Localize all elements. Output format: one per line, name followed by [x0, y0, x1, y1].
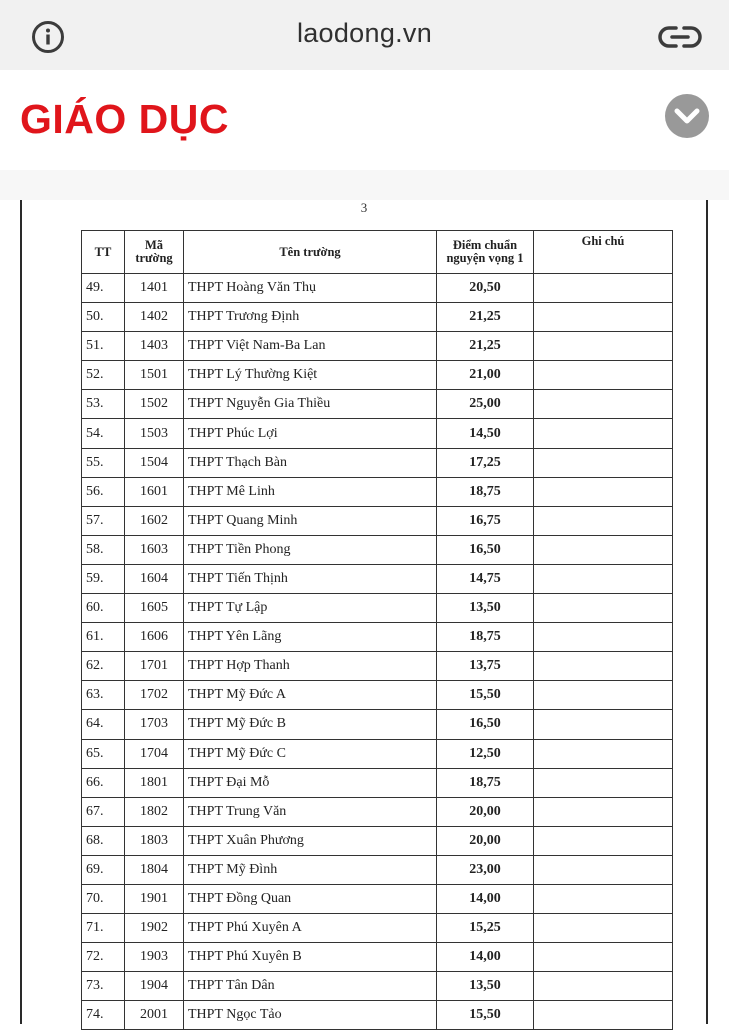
school-name: THPT Phú Xuyên B — [184, 943, 437, 972]
note — [534, 681, 673, 710]
school-code: 1703 — [125, 710, 184, 739]
page-number: 3 — [360, 200, 368, 215]
school-name: THPT Việt Nam-Ba Lan — [184, 332, 437, 361]
school-code: 1403 — [125, 332, 184, 361]
school-name: THPT Lý Thường Kiệt — [184, 361, 437, 390]
cutoff-score: 14,50 — [437, 419, 534, 448]
school-name: THPT Yên Lãng — [184, 623, 437, 652]
table-row — [82, 303, 673, 332]
school-name: THPT Tân Dân — [184, 972, 437, 1001]
cutoff-score: 18,75 — [437, 623, 534, 652]
cutoff-score: 13,75 — [437, 652, 534, 681]
cutoff-score: 14,75 — [437, 564, 534, 593]
note — [534, 419, 673, 448]
school-code: 2001 — [125, 1001, 184, 1030]
school-name: THPT Mỹ Đức B — [184, 710, 437, 739]
school-name: THPT Thạch Bàn — [184, 448, 437, 477]
cutoff-score: 14,00 — [437, 884, 534, 913]
note — [534, 826, 673, 855]
document-image — [20, 200, 708, 1024]
school-name: THPT Tự Lập — [184, 594, 437, 623]
row-number: 64. — [82, 710, 125, 739]
row-number: 73. — [82, 972, 125, 1001]
school-code: 1503 — [125, 419, 184, 448]
cutoff-score: 21,25 — [437, 332, 534, 361]
row-number: 55. — [82, 448, 125, 477]
note — [534, 361, 673, 390]
school-name: THPT Mỹ Đức A — [184, 681, 437, 710]
note — [534, 448, 673, 477]
table-row — [82, 884, 673, 913]
school-name: THPT Hợp Thanh — [184, 652, 437, 681]
cutoff-score: 20,00 — [437, 797, 534, 826]
cutoff-score: 18,75 — [437, 477, 534, 506]
school-code: 1501 — [125, 361, 184, 390]
table-row — [82, 914, 673, 943]
row-number: 54. — [82, 419, 125, 448]
row-number: 49. — [82, 274, 125, 303]
table-row — [82, 594, 673, 623]
row-number: 68. — [82, 826, 125, 855]
cutoff-score: 16,50 — [437, 710, 534, 739]
row-number: 53. — [82, 390, 125, 419]
url-text[interactable]: laodong.vn — [296, 18, 433, 48]
school-code: 1504 — [125, 448, 184, 477]
table-row — [82, 332, 673, 361]
note — [534, 594, 673, 623]
table-row — [82, 506, 673, 535]
school-name: THPT Tiến Thịnh — [184, 564, 437, 593]
cutoff-score: 20,00 — [437, 826, 534, 855]
school-name: THPT Quang Minh — [184, 506, 437, 535]
school-code: 1801 — [125, 768, 184, 797]
note — [534, 972, 673, 1001]
cutoff-score: 20,50 — [437, 274, 534, 303]
cutoff-score: 15,25 — [437, 914, 534, 943]
table-row — [82, 448, 673, 477]
school-name: THPT Ngọc Tảo — [184, 1001, 437, 1030]
table-row — [82, 1001, 673, 1030]
note — [534, 506, 673, 535]
school-name: THPT Mê Linh — [184, 477, 437, 506]
table-row — [82, 623, 673, 652]
browser-toolbar — [0, 0, 729, 70]
row-number: 50. — [82, 303, 125, 332]
row-number: 69. — [82, 855, 125, 884]
school-code: 1402 — [125, 303, 184, 332]
table-row — [82, 943, 673, 972]
table-row — [82, 564, 673, 593]
school-code: 1704 — [125, 739, 184, 768]
cutoff-score: 25,00 — [437, 390, 534, 419]
school-code: 1601 — [125, 477, 184, 506]
school-code: 1502 — [125, 390, 184, 419]
note — [534, 884, 673, 913]
row-number: 57. — [82, 506, 125, 535]
school-name: THPT Xuân Phương — [184, 826, 437, 855]
row-number: 51. — [82, 332, 125, 361]
school-code: 1702 — [125, 681, 184, 710]
table-row — [82, 477, 673, 506]
note — [534, 710, 673, 739]
school-name: THPT Hoàng Văn Thụ — [184, 274, 437, 303]
note — [534, 390, 673, 419]
cutoff-score: 15,50 — [437, 681, 534, 710]
school-code: 1701 — [125, 652, 184, 681]
content-gap — [0, 170, 729, 200]
table-row — [82, 972, 673, 1001]
school-name: THPT Phú Xuyên A — [184, 914, 437, 943]
row-number: 58. — [82, 535, 125, 564]
note — [534, 652, 673, 681]
note — [534, 332, 673, 361]
school-name: THPT Trung Văn — [184, 797, 437, 826]
school-name: THPT Mỹ Đình — [184, 855, 437, 884]
school-code: 1901 — [125, 884, 184, 913]
note — [534, 797, 673, 826]
school-name: THPT Tiền Phong — [184, 535, 437, 564]
table-row — [82, 652, 673, 681]
school-code: 1602 — [125, 506, 184, 535]
table-row — [82, 535, 673, 564]
table-row — [82, 739, 673, 768]
row-number: 67. — [82, 797, 125, 826]
cutoff-score: 15,50 — [437, 1001, 534, 1030]
row-number: 66. — [82, 768, 125, 797]
note — [534, 943, 673, 972]
table-row — [82, 797, 673, 826]
school-name: THPT Đại Mỗ — [184, 768, 437, 797]
note — [534, 564, 673, 593]
admission-score-table — [81, 230, 673, 1030]
school-code: 1904 — [125, 972, 184, 1001]
cutoff-score: 16,50 — [437, 535, 534, 564]
school-code: 1606 — [125, 623, 184, 652]
school-name: THPT Phúc Lợi — [184, 419, 437, 448]
table-header-row — [82, 231, 673, 274]
header-ma-truong: Mã trường — [125, 231, 184, 274]
cutoff-score: 12,50 — [437, 739, 534, 768]
note — [534, 739, 673, 768]
header-diem-chuan: Điểm chuẩn nguyện vọng 1 — [437, 231, 534, 274]
table-row — [82, 274, 673, 303]
school-name: THPT Mỹ Đức C — [184, 739, 437, 768]
cutoff-score: 23,00 — [437, 855, 534, 884]
cutoff-score: 16,75 — [437, 506, 534, 535]
row-number: 70. — [82, 884, 125, 913]
note — [534, 274, 673, 303]
note — [534, 303, 673, 332]
table-row — [82, 361, 673, 390]
cutoff-score: 18,75 — [437, 768, 534, 797]
table-row — [82, 681, 673, 710]
note — [534, 914, 673, 943]
note — [534, 535, 673, 564]
row-number: 59. — [82, 564, 125, 593]
row-number: 52. — [82, 361, 125, 390]
note — [534, 855, 673, 884]
section-header — [0, 70, 729, 170]
cutoff-score: 14,00 — [437, 943, 534, 972]
school-code: 1804 — [125, 855, 184, 884]
header-ten-truong: Tên trường — [184, 231, 437, 274]
row-number: 65. — [82, 739, 125, 768]
row-number: 62. — [82, 652, 125, 681]
cutoff-score: 17,25 — [437, 448, 534, 477]
table-row — [82, 826, 673, 855]
link-icon[interactable] — [656, 19, 704, 55]
school-name: THPT Nguyễn Gia Thiều — [184, 390, 437, 419]
cutoff-score: 21,25 — [437, 303, 534, 332]
table-row — [82, 855, 673, 884]
table-row — [82, 768, 673, 797]
table-row — [82, 390, 673, 419]
school-name: THPT Trương Định — [184, 303, 437, 332]
table-row — [82, 419, 673, 448]
row-number: 63. — [82, 681, 125, 710]
school-code: 1803 — [125, 826, 184, 855]
row-number: 71. — [82, 914, 125, 943]
row-number: 60. — [82, 594, 125, 623]
note — [534, 477, 673, 506]
cutoff-score: 21,00 — [437, 361, 534, 390]
note — [534, 768, 673, 797]
chevron-down-icon[interactable] — [665, 94, 709, 138]
school-code: 1902 — [125, 914, 184, 943]
school-code: 1605 — [125, 594, 184, 623]
school-code: 1603 — [125, 535, 184, 564]
section-title[interactable]: GIÁO DỤC — [20, 96, 229, 142]
cutoff-score: 13,50 — [437, 594, 534, 623]
header-tt: TT — [82, 231, 125, 274]
row-number: 61. — [82, 623, 125, 652]
school-name: THPT Đồng Quan — [184, 884, 437, 913]
school-code: 1401 — [125, 274, 184, 303]
note — [534, 1001, 673, 1030]
note — [534, 623, 673, 652]
school-code: 1802 — [125, 797, 184, 826]
row-number: 72. — [82, 943, 125, 972]
row-number: 74. — [82, 1001, 125, 1030]
table-row — [82, 710, 673, 739]
header-ghi-chu: Ghi chú — [534, 231, 673, 274]
school-code: 1903 — [125, 943, 184, 972]
row-number: 56. — [82, 477, 125, 506]
school-code: 1604 — [125, 564, 184, 593]
cutoff-score: 13,50 — [437, 972, 534, 1001]
